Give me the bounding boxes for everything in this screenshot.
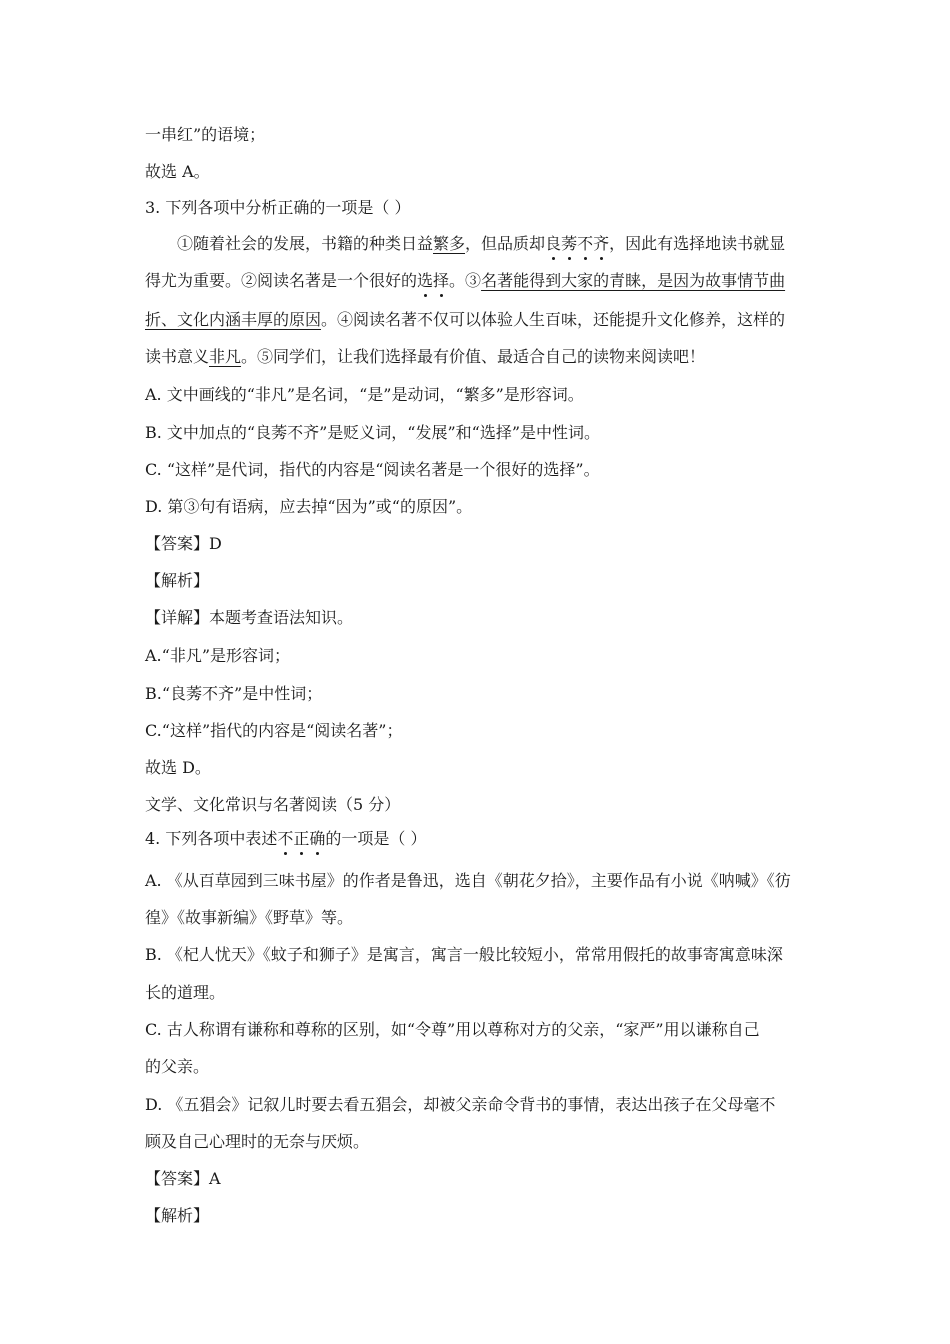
q3-answer: 【答案】D xyxy=(145,534,222,553)
q4-option-a: A. 《从百草园到三味书屋》的作者是鲁迅，选自《朝花夕拾》，主要作品有小说《呐喊》《彷 xyxy=(145,871,791,890)
q4-option-d-cont: 顾及自己心理时的无奈与厌烦。 xyxy=(145,1132,370,1151)
q3-explanation-c: C.“这样”指代的内容是“阅读名著”； xyxy=(145,721,403,740)
passage-line-2: 得尤为重要。②阅读名著是一个很好的选择。③名著能得到大家的青睐，是因为故事情节曲 xyxy=(145,271,786,290)
q3-option-d: D. 第③句有语病，应去掉“因为”或“的原因”。 xyxy=(145,497,473,516)
dotted-char: 择 xyxy=(433,271,450,290)
q4-option-b: B. 《杞人忧天》《蚊子和狮子》是寓言，寓言一般比较短小，常常用假托的故事寄寓意味深 xyxy=(145,945,783,964)
dotted-char: 齐 xyxy=(593,234,610,253)
dotted-char: 确 xyxy=(309,829,326,848)
intro-conclusion: 故选 A。 xyxy=(145,162,210,181)
dotted-char: 良 xyxy=(545,234,562,253)
passage-line-4: 读书意义非凡。⑤同学们，让我们选择最有价值、最适合自己的读物来阅读吧！ xyxy=(145,347,706,366)
section-heading: 文学、文化常识与名著阅读（5 分） xyxy=(145,795,401,814)
underlined-sentence: 名著能得到大家的青睐，是因为故事情节曲 xyxy=(481,271,786,290)
q3-option-a: A. 文中画线的“非凡”是名词，“是”是动词，“繁多”是形容词。 xyxy=(145,385,584,404)
dotted-char: 不 xyxy=(277,829,294,848)
dotted-char: 不 xyxy=(577,234,594,253)
question-4-stem: 4. 下列各项中表述不正确的一项是（ ） xyxy=(145,829,427,848)
q3-explanation-a: A.“非凡”是形容词； xyxy=(145,646,291,665)
q3-detail: 【详解】本题考查语法知识。 xyxy=(145,608,354,627)
q4-option-c-cont: 的父亲。 xyxy=(145,1057,210,1076)
passage-line-3: 折、文化内涵丰厚的原因。④阅读名著不仅可以体验人生百味，还能提升文化修养，这样的 xyxy=(145,310,786,329)
dotted-char: 莠 xyxy=(561,234,578,253)
q3-option-c: C. “这样”是代词，指代的内容是“阅读名著是一个很好的选择”。 xyxy=(145,460,600,479)
passage-line-1: ①随着社会的发展，书籍的种类日益繁多，但品质却良莠不齐，因此有选择地读书就显 xyxy=(177,234,786,253)
q4-analysis-label: 【解析】 xyxy=(145,1206,210,1225)
q3-analysis-label: 【解析】 xyxy=(145,571,210,590)
q4-option-c: C. 古人称谓有谦称和尊称的区别，如“令尊”用以尊称对方的父亲，“家严”用以谦称自己 xyxy=(145,1020,760,1039)
underlined-word: 繁多 xyxy=(433,234,466,253)
q4-answer: 【答案】A xyxy=(145,1169,221,1188)
q4-option-a-cont: 徨》《故事新编》《野草》等。 xyxy=(145,908,354,927)
dotted-char: 选 xyxy=(417,271,434,290)
q3-explanation-b: B.“良莠不齐”是中性词； xyxy=(145,684,323,703)
q4-option-d: D. 《五猖会》记叙儿时要去看五猖会，却被父亲命令背书的事情，表达出孩子在父母毫不 xyxy=(145,1095,776,1114)
underlined-word: 非凡 xyxy=(209,347,242,366)
dotted-char: 正 xyxy=(293,829,310,848)
underlined-sentence: 折、文化内涵丰厚的原因 xyxy=(145,310,322,329)
q3-conclusion: 故选 D。 xyxy=(145,758,211,777)
q4-option-b-cont: 长的道理。 xyxy=(145,983,226,1002)
intro-line: 一串红”的语境； xyxy=(145,125,266,144)
question-3-stem: 3. 下列各项中分析正确的一项是（ ） xyxy=(145,198,411,217)
q3-option-b: B. 文中加点的“良莠不齐”是贬义词，“发展”和“选择”是中性词。 xyxy=(145,423,601,442)
